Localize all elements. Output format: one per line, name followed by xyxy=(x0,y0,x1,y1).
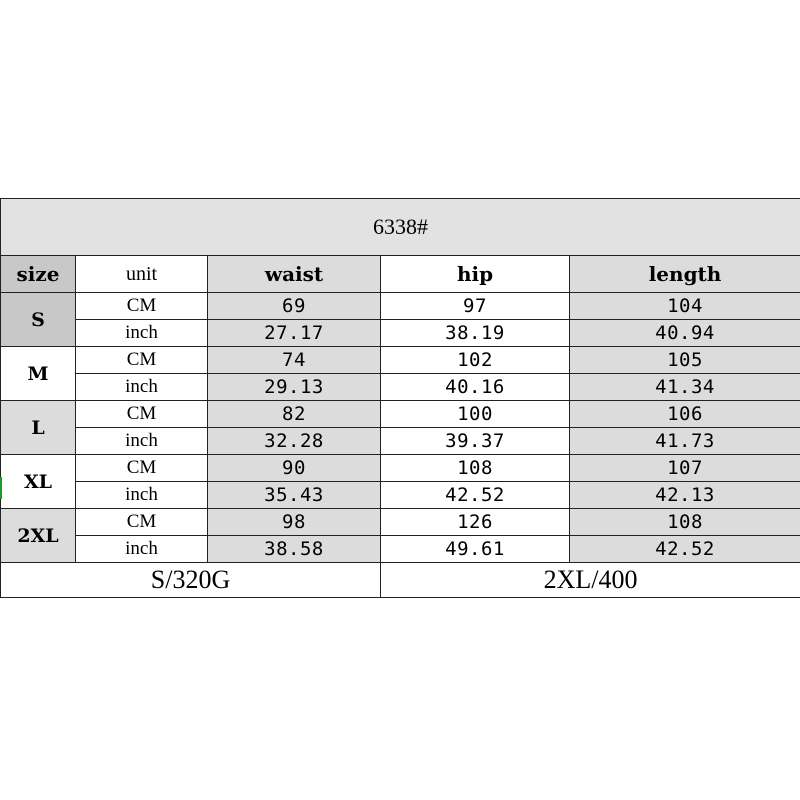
length-cell: 40.94 xyxy=(570,320,800,347)
table-title: 6338# xyxy=(1,199,800,256)
unit-cm: CM xyxy=(76,509,208,536)
length-cell: 108 xyxy=(570,509,800,536)
header-size: size xyxy=(1,256,76,293)
length-cell: 107 xyxy=(570,455,800,482)
size-label-s: S xyxy=(1,293,76,347)
unit-inch: inch xyxy=(76,320,208,347)
hip-cell: 49.61 xyxy=(381,536,570,563)
waist-cell: 38.58 xyxy=(208,536,381,563)
length-cell: 105 xyxy=(570,347,800,374)
waist-cell: 90 xyxy=(208,455,381,482)
hip-cell: 39.37 xyxy=(381,428,570,455)
length-cell: 42.13 xyxy=(570,482,800,509)
waist-cell: 74 xyxy=(208,347,381,374)
length-cell: 41.73 xyxy=(570,428,800,455)
hip-cell: 126 xyxy=(381,509,570,536)
unit-inch: inch xyxy=(76,536,208,563)
unit-inch: inch xyxy=(76,374,208,401)
hip-cell: 42.52 xyxy=(381,482,570,509)
hip-cell: 40.16 xyxy=(381,374,570,401)
hip-cell: 100 xyxy=(381,401,570,428)
header-hip: hip xyxy=(381,256,570,293)
size-label-l: L xyxy=(1,401,76,455)
hip-cell: 102 xyxy=(381,347,570,374)
unit-cm: CM xyxy=(76,347,208,374)
waist-cell: 82 xyxy=(208,401,381,428)
waist-cell: 29.13 xyxy=(208,374,381,401)
size-label-2xl: 2XL xyxy=(1,509,76,563)
waist-cell: 35.43 xyxy=(208,482,381,509)
hip-cell: 97 xyxy=(381,293,570,320)
unit-cm: CM xyxy=(76,293,208,320)
size-chart-table xyxy=(0,198,800,598)
waist-cell: 98 xyxy=(208,509,381,536)
unit-inch: inch xyxy=(76,428,208,455)
header-waist: waist xyxy=(208,256,381,293)
header-unit: unit xyxy=(76,256,208,293)
length-cell: 104 xyxy=(570,293,800,320)
size-label-m: M xyxy=(1,347,76,401)
length-cell: 42.52 xyxy=(570,536,800,563)
footer-weight-left: S/320G xyxy=(1,563,381,598)
waist-cell: 69 xyxy=(208,293,381,320)
header-length: length xyxy=(570,256,800,293)
hip-cell: 38.19 xyxy=(381,320,570,347)
size-label-xl: XL xyxy=(1,455,76,509)
unit-cm: CM xyxy=(76,401,208,428)
selection-edge-marker xyxy=(0,477,2,499)
length-cell: 41.34 xyxy=(570,374,800,401)
unit-inch: inch xyxy=(76,482,208,509)
hip-cell: 108 xyxy=(381,455,570,482)
waist-cell: 27.17 xyxy=(208,320,381,347)
length-cell: 106 xyxy=(570,401,800,428)
waist-cell: 32.28 xyxy=(208,428,381,455)
footer-weight-right: 2XL/400 xyxy=(381,563,800,598)
unit-cm: CM xyxy=(76,455,208,482)
